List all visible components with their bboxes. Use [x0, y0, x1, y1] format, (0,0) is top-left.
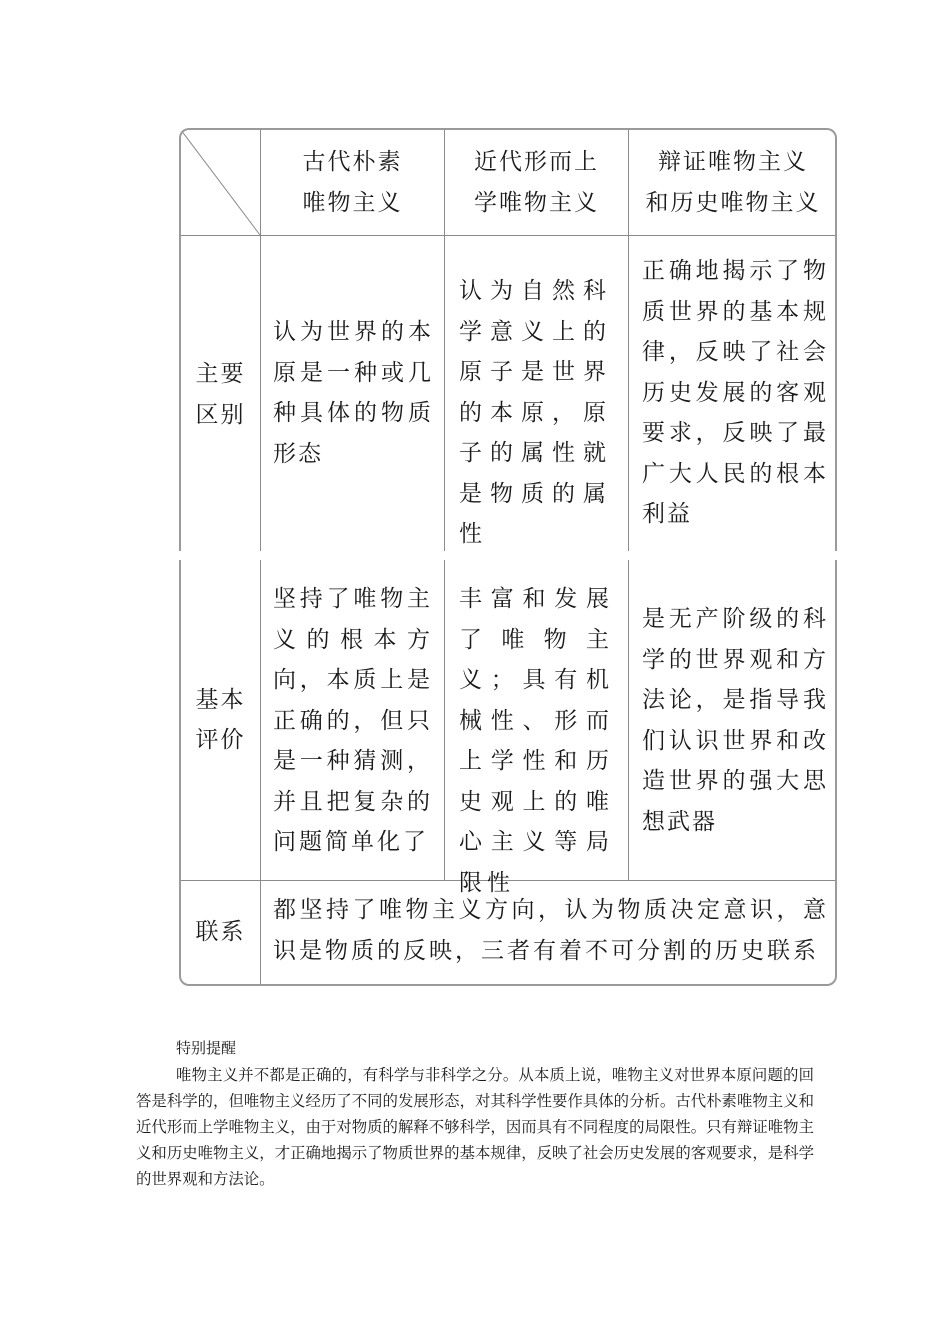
- row-label-main-difference: 主要 区别: [195, 361, 246, 428]
- corner-diagonal: [181, 130, 261, 238]
- note-title: 特别提醒: [176, 1039, 237, 1057]
- cell-connection: [273, 890, 829, 976]
- cell-difference-metaphysical: [459, 271, 614, 547]
- row-label-basic-evaluation: 基本 评价: [195, 686, 246, 753]
- cell-evaluation-ancient: [273, 579, 433, 869]
- cell-evaluation-dialectical: [642, 599, 828, 849]
- cell-text: 认为自然科学意义上的原子是世界的本原，原子的属性就是物质的属性: [459, 278, 614, 547]
- comparison-table-top: [179, 128, 837, 551]
- header-metaphysical-materialism: 近代形而上 学唯物主义: [474, 149, 599, 216]
- note-body: 唯物主义并不都是正确的，有科学与非科学之分。从本质上说，唯物主义对世界本原问题的回答是科学的，但唯物主义经历了不同的发展形态，对其科学性要作具体的分析。古代朴素唯物主义和近代形而上学唯物主义，由于对物质的解释不够科学，因而具有不同程度的局限性。只有辩证唯物主义和历史唯物主义，才正确地揭示了物质世界的基本规律，反映了社会历史发展的客观要求，是科学的世界观和方法论。: [136, 1066, 814, 1188]
- header-ancient-materialism: 古代朴素 唯物主义: [302, 149, 403, 216]
- cell-text: 坚持了唯物主义的根本方向，本质上是正确的，但只是一种猜测，并且把复杂的问题简单化了: [273, 586, 433, 855]
- cell-text: 认为世界的本原是一种或几种具体的物质形态: [273, 319, 433, 467]
- cell-text: 丰富和发展了唯物主义；具有机械性、形而上学性和历史观上的唯心主义等局限性: [459, 586, 614, 896]
- header-dialectical-materialism: 辩证唯物主义 和历史唯物主义: [645, 149, 821, 216]
- cell-text: 都坚持了唯物主义方向，认为物质决定意识，意识是物质的反映，三者有着不可分割的历史联系: [273, 897, 829, 964]
- comparison-table-bottom: [179, 560, 837, 986]
- cell-difference-ancient: [273, 312, 433, 478]
- row-label-connection: 联系: [195, 919, 246, 946]
- cell-difference-dialectical: [642, 251, 828, 541]
- cell-text: 是无产阶级的科学的世界观和方法论，是指导我们认识世界和改造世界的强大思想武器: [642, 606, 828, 835]
- cell-text: 正确地揭示了物质世界的基本规律，反映了社会历史发展的客观要求，反映了最广大人民的根本利益: [642, 258, 828, 527]
- cell-evaluation-metaphysical: [459, 579, 614, 896]
